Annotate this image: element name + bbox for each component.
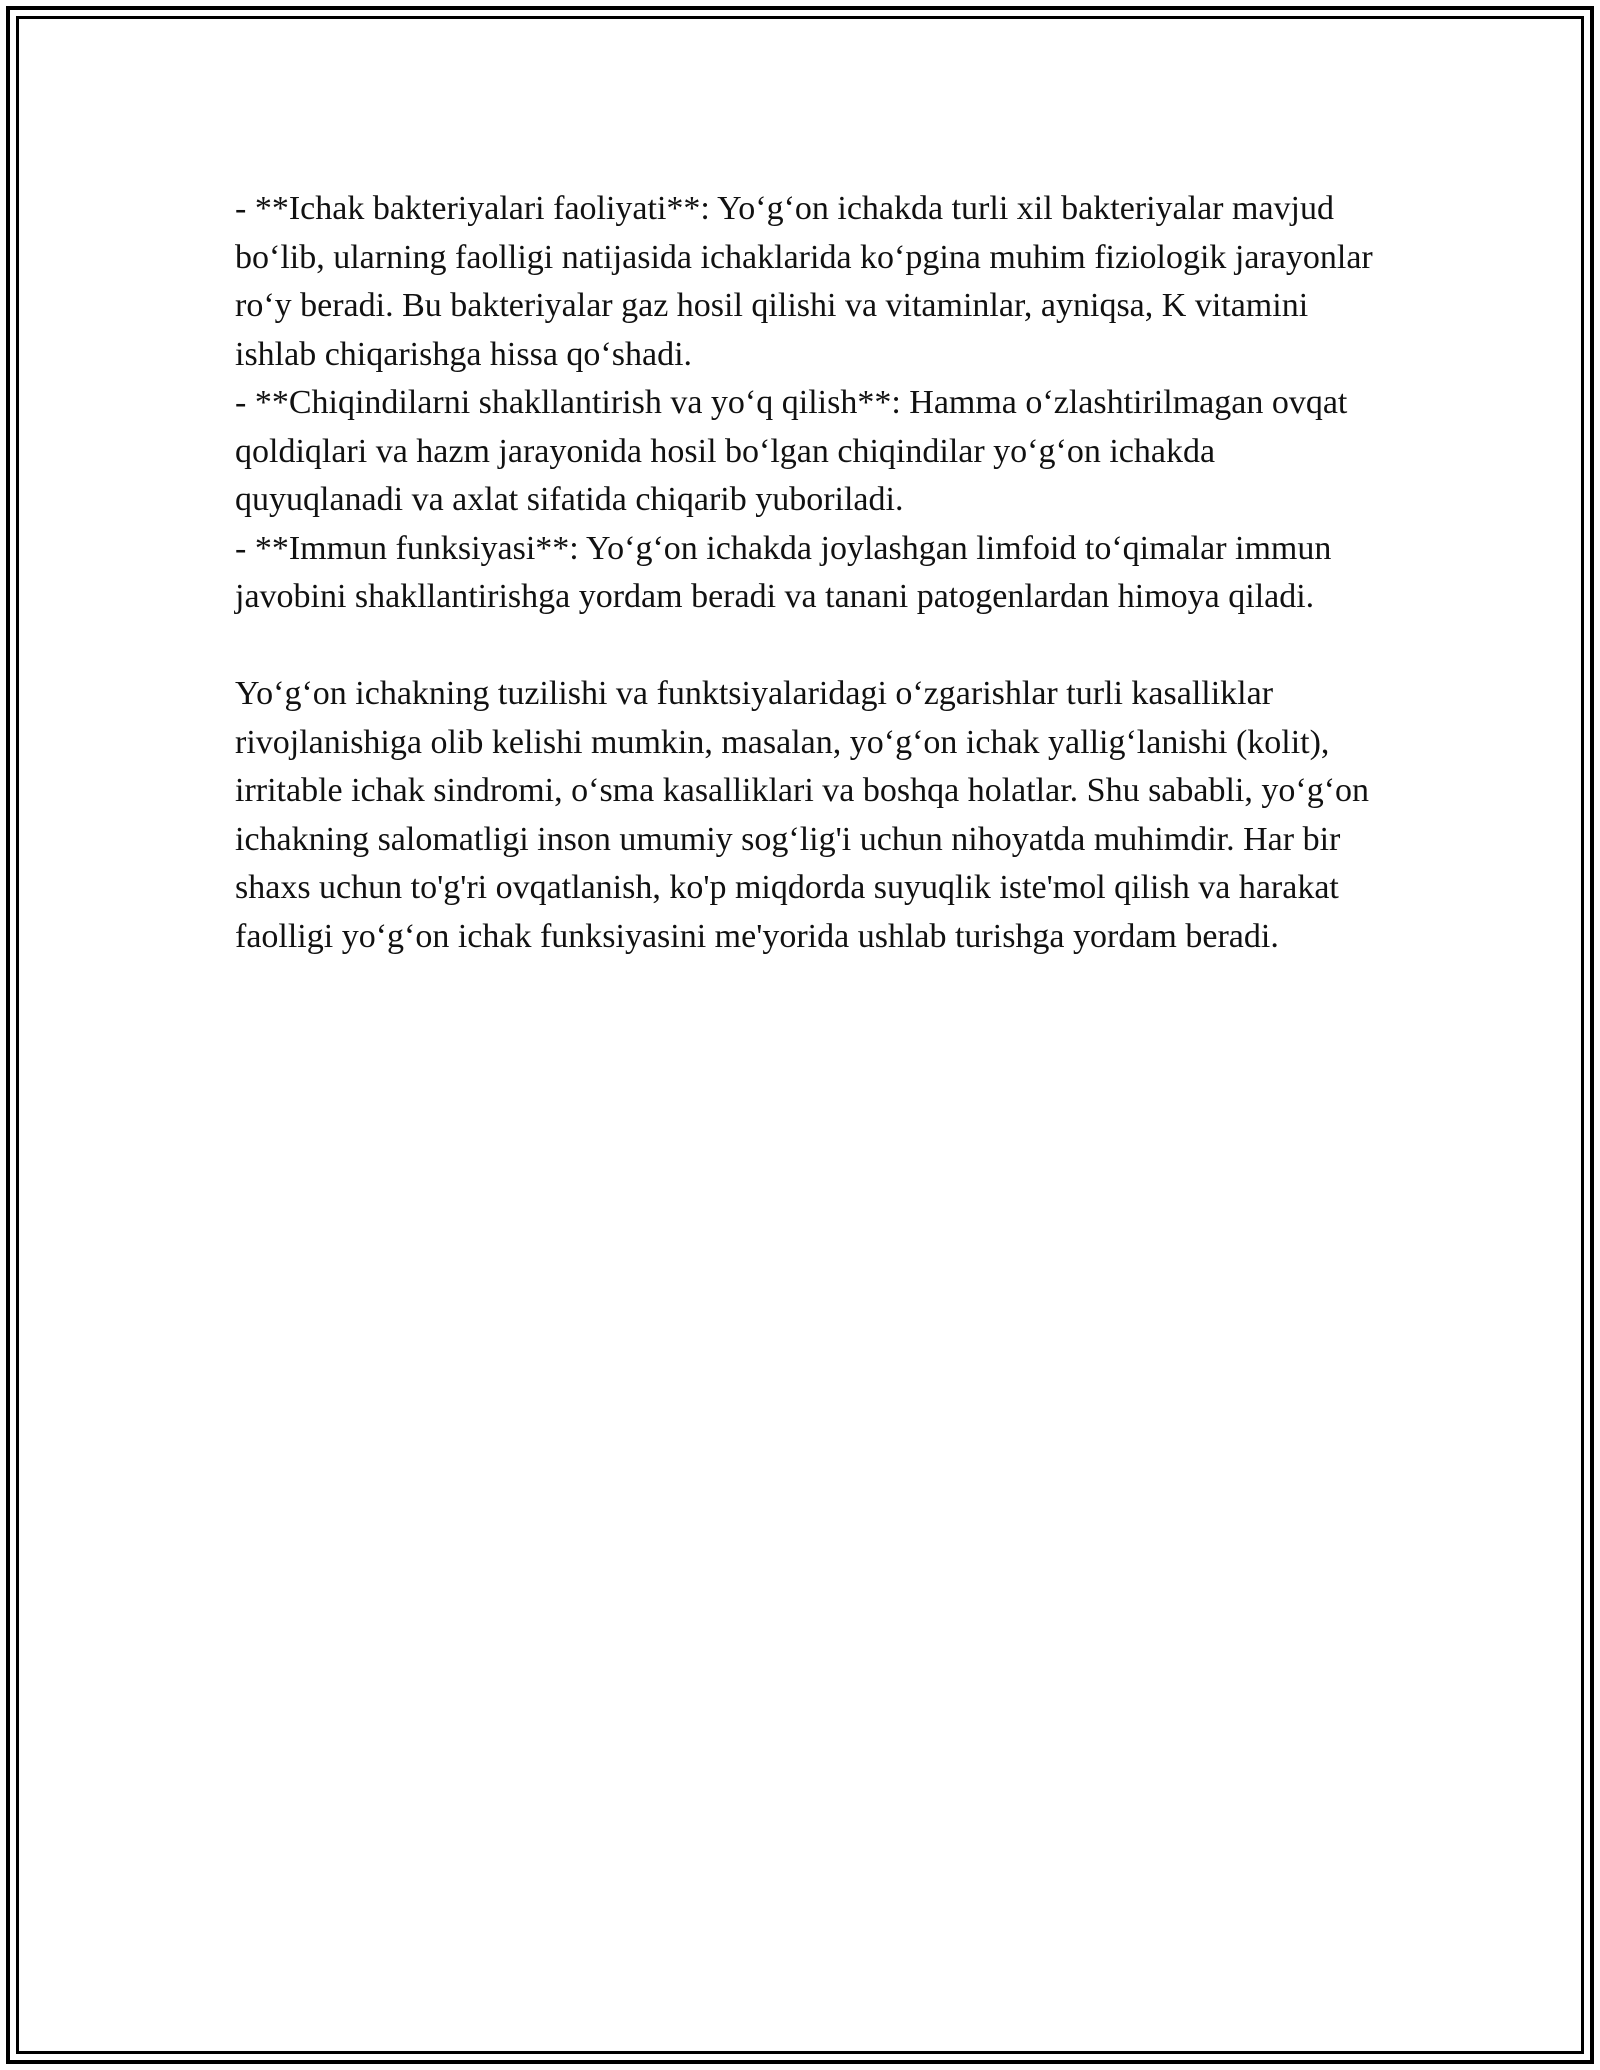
list-item-immune: - **Immun funksiyasi**: Yo‘g‘on ichakda joylashgan limfoid to‘qimalar immun javobini shakllantirishga yordam beradi va tanani patogenlardan himoya qiladi.: [235, 529, 1332, 615]
body-paragraph: Yo‘g‘on ichakning tuzilishi va funktsiyalaridagi o‘zgarishlar turli kasalliklar rivojlanishiga olib kelishi mumkin, masalan, yo‘g‘on ichak yallig‘lanishi (kolit), irritable ichak sindromi, o‘sma kasalliklari va boshqa holatlar. Shu sababli, yo‘g‘on ichakning salomatligi inson umumiy sog‘lig'i uchun nihoyatda muhimdir. Har bir shaxs uchun to'g'ri ovqatlanish, ko'p miqdorda suyuqlik iste'mol qilish va harakat faolligi yo‘g‘on ichak funksiyasini me'yorida ushlab turishga yordam beradi.: [235, 675, 1370, 955]
list-item-waste: - **Chiqindilarni shakllantirish va yo‘q qilish**: Hamma o‘zlashtirilmagan ovqat qoldiqlari va hazm jarayonida hosil bo‘lgan chiqindilar yo‘g‘on ichakda quyuqlanadi va axlat sifatida chiqarib yuboriladi.: [235, 384, 1348, 518]
paragraph-spacer: [235, 622, 1375, 671]
list-item-bacteria: - **Ichak bakteriyalari faoliyati**: Yo‘g‘on ichakda turli xil bakteriyalar mavjud bo‘lib, ularning faolligi natijasida ichaklarida ko‘pgina muhim fiziologik jarayonlar ro‘y beradi. Bu bakteriyalar gaz hosil qilishi va vitaminlar, ayniqsa, K vitamini ishlab chiqarishga hissa qo‘shadi.: [235, 190, 1373, 373]
document-body: [235, 185, 1375, 961]
